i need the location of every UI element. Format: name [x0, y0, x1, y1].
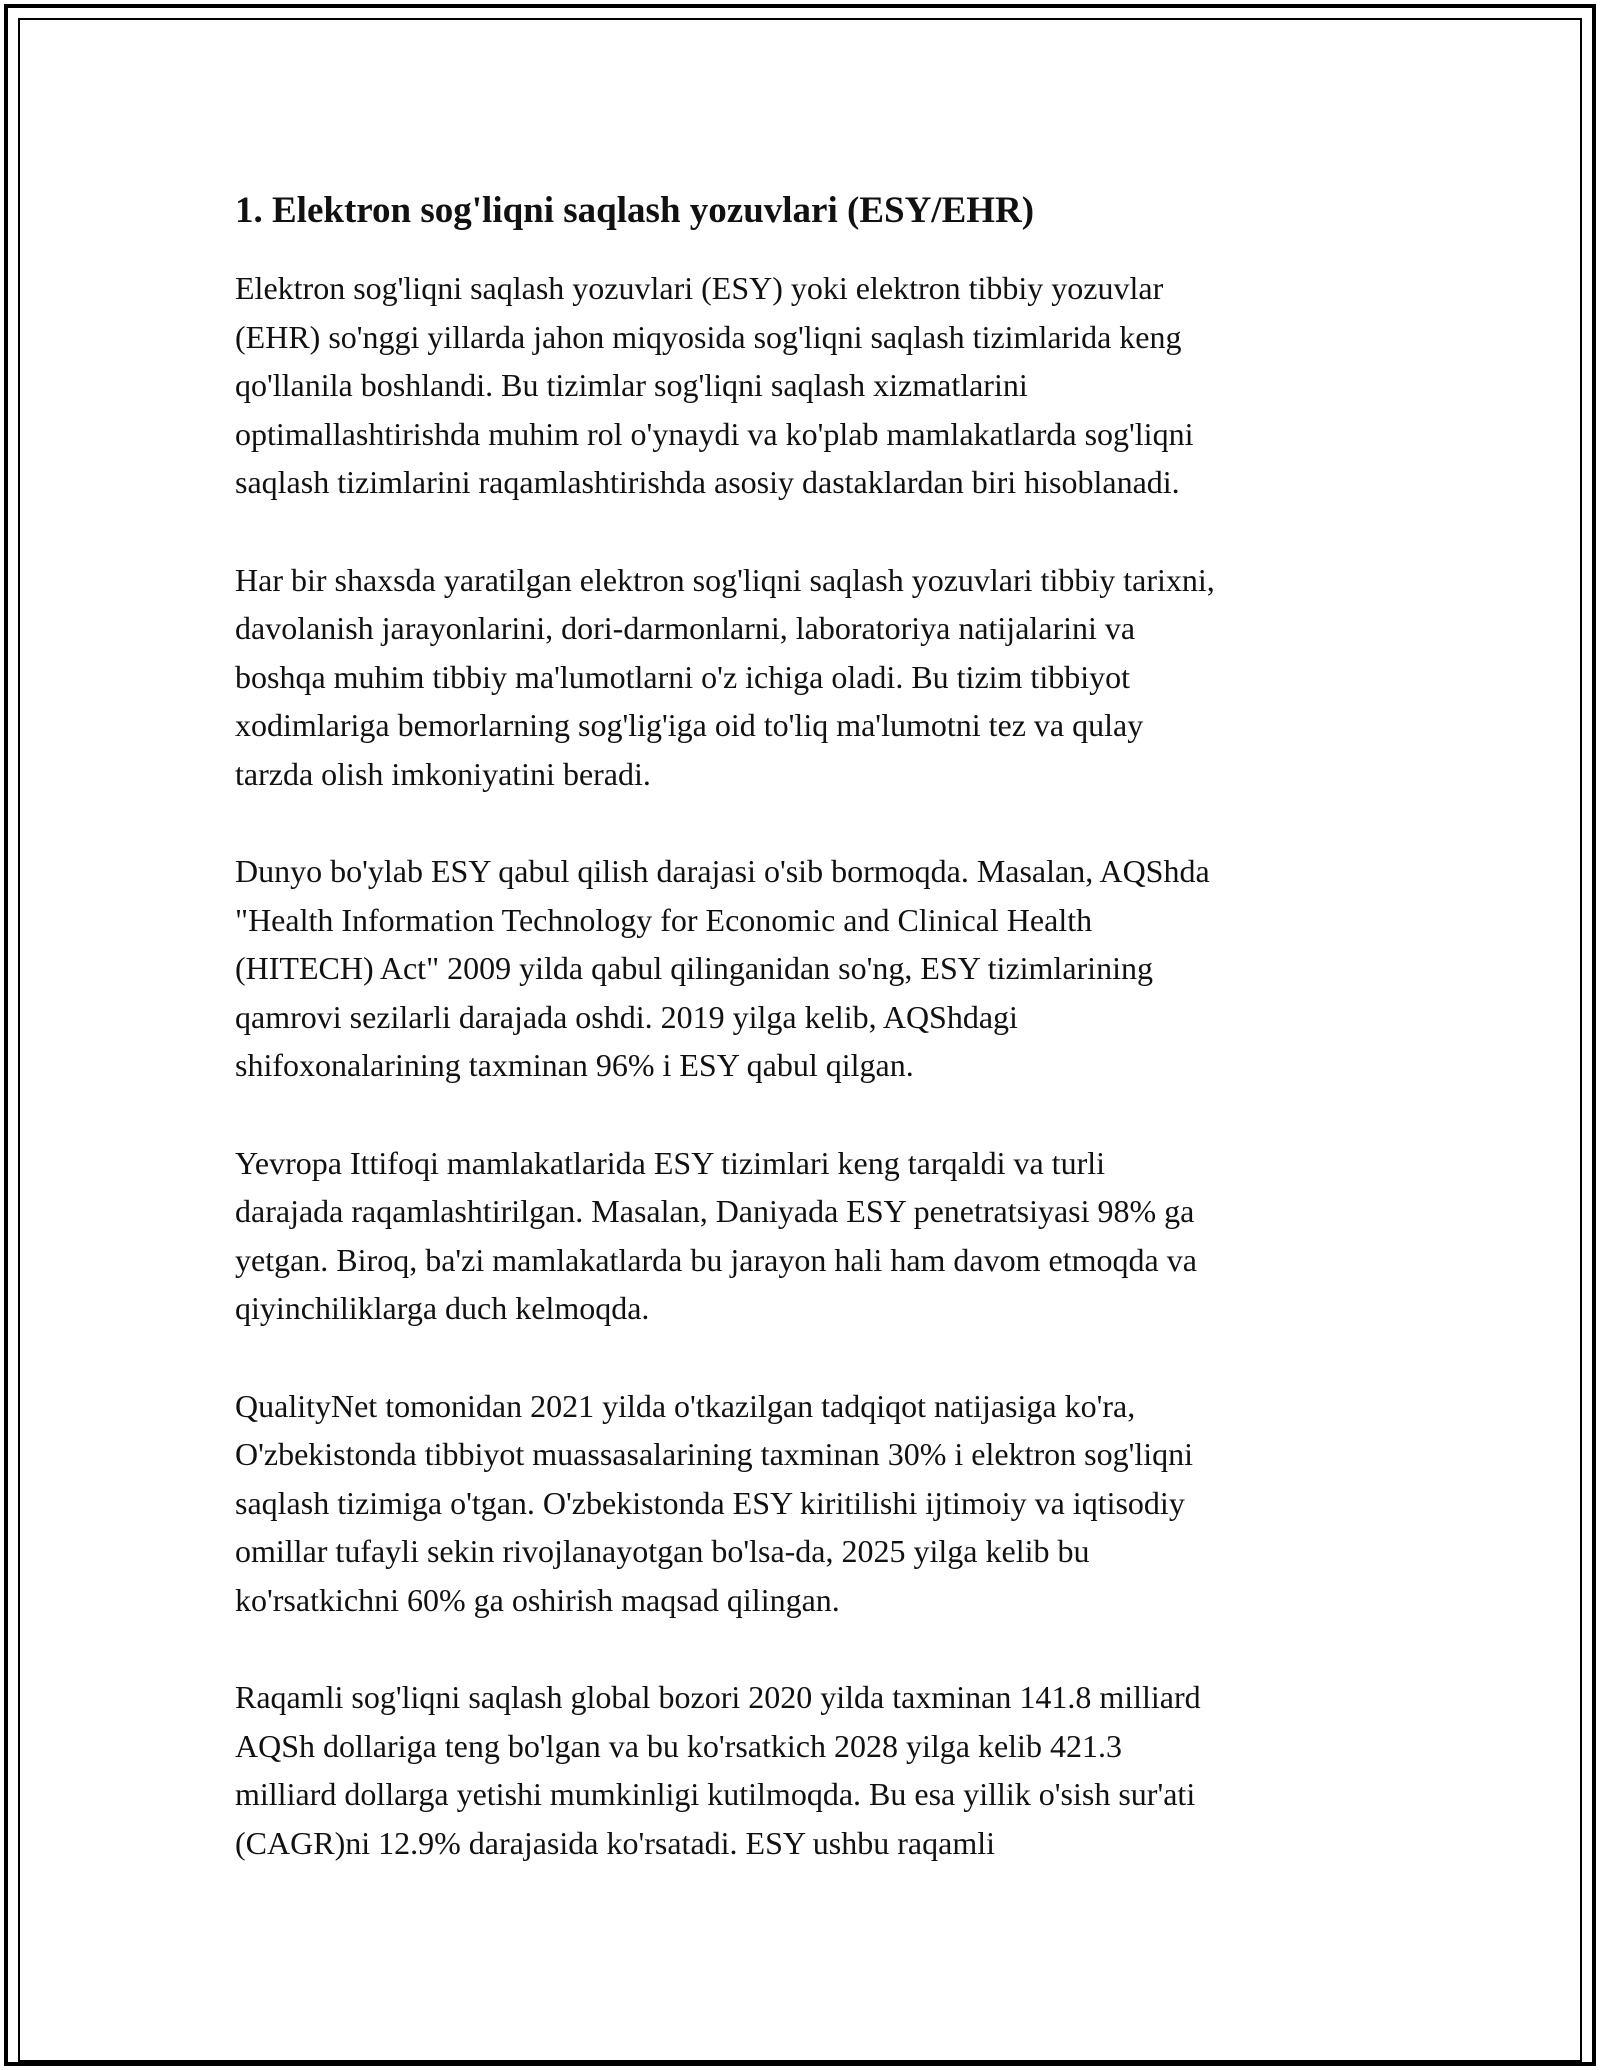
document-body [235, 186, 1370, 1916]
paragraph-uzbekistan-adoption: QualityNet tomonidan 2021 yilda o'tkazilgan tadqiqot natijasiga ko'ra, O'zbekistonda tibbiyot muassasalarining taxminan 30% i elektron sog'liqni saqlash tizimiga o'tgan. O'zbekistonda ESY kiritilishi ijtimoiy va iqtisodiy omillar tufayli sekin rivojlanayotgan bo'lsa-da, 2025 yilga kelib bu ko'rsatkichni 60% ga oshirish maqsad qilingan. [235, 1387, 1194, 1618]
paragraph-ehr-intro: Elektron sog'liqni saqlash yozuvlari (ESY) yoki elektron tibbiy yozuvlar (EHR) so'nggi yillarda jahon miqyosida sog'liqni saqlash tizimlarida keng qo'llanila boshlandi. Bu tizimlar sog'liqni saqlash xizmatlarini optimallashtirishda muhim rol o'ynaydi va ko'plab mamlakatlarda sog'liqni saqlash tizimlarini raqamlashtirishda asosiy dastaklardan biri hisoblanadi. [235, 270, 1194, 500]
paragraph-us-adoption: Dunyo bo'ylab ESY qabul qilish darajasi o'sib bormoqda. Masalan, AQShda "Health Information Technology for Economic and Clinical Health (HITECH) Act" 2009 yilda qabul qilinganidan so'ng, ESY tizimlarining qamrovi sezilarli darajada oshdi. 2019 yilga kelib, AQShdagi shifoxonalarining taxminan 96% i ESY qabul qilgan. [235, 853, 1210, 1083]
paragraph-ehr-contents: Har bir shaxsda yaratilgan elektron sog'liqni saqlash yozuvlari tibbiy tarixni, davolanish jarayonlarini, dori-darmonlarni, laboratoriya natijalarini va boshqa muhim tibbiy ma'lumotlarni o'z ichiga oladi. Bu tizim tibbiyot xodimlariga bemorlarning sog'lig'iga oid to'liq ma'lumotni tez va qulay tarzda olish imkoniyatini beradi. [235, 561, 1215, 792]
section-heading: 1. Elektron sog'liqni saqlash yozuvlari (ESY/EHR) [235, 190, 1035, 231]
paragraph-eu-adoption: Yevropa Ittifoqi mamlakatlarida ESY tizimlari keng tarqaldi va turli darajada raqamlashtirilgan. Masalan, Daniyada ESY penetratsiyasi 98% ga yetgan. Biroq, ba'zi mamlakatlarda bu jarayon hali ham davom etmoqda va qiyinchiliklarga duch kelmoqda. [235, 1144, 1197, 1326]
paragraph-global-market: Raqamli sog'liqni saqlash global bozori 2020 yilda taxminan 141.8 milliard AQSh dollariga teng bo'lgan va bu ko'rsatkich 2028 yilga kelib 421.3 milliard dollarga yetishi mumkinligi kutilmoqda. Bu esa yillik o'sish sur'ati (CAGR)ni 12.9% darajasida ko'rsatadi. ESY ushbu raqamli [235, 1679, 1201, 1861]
